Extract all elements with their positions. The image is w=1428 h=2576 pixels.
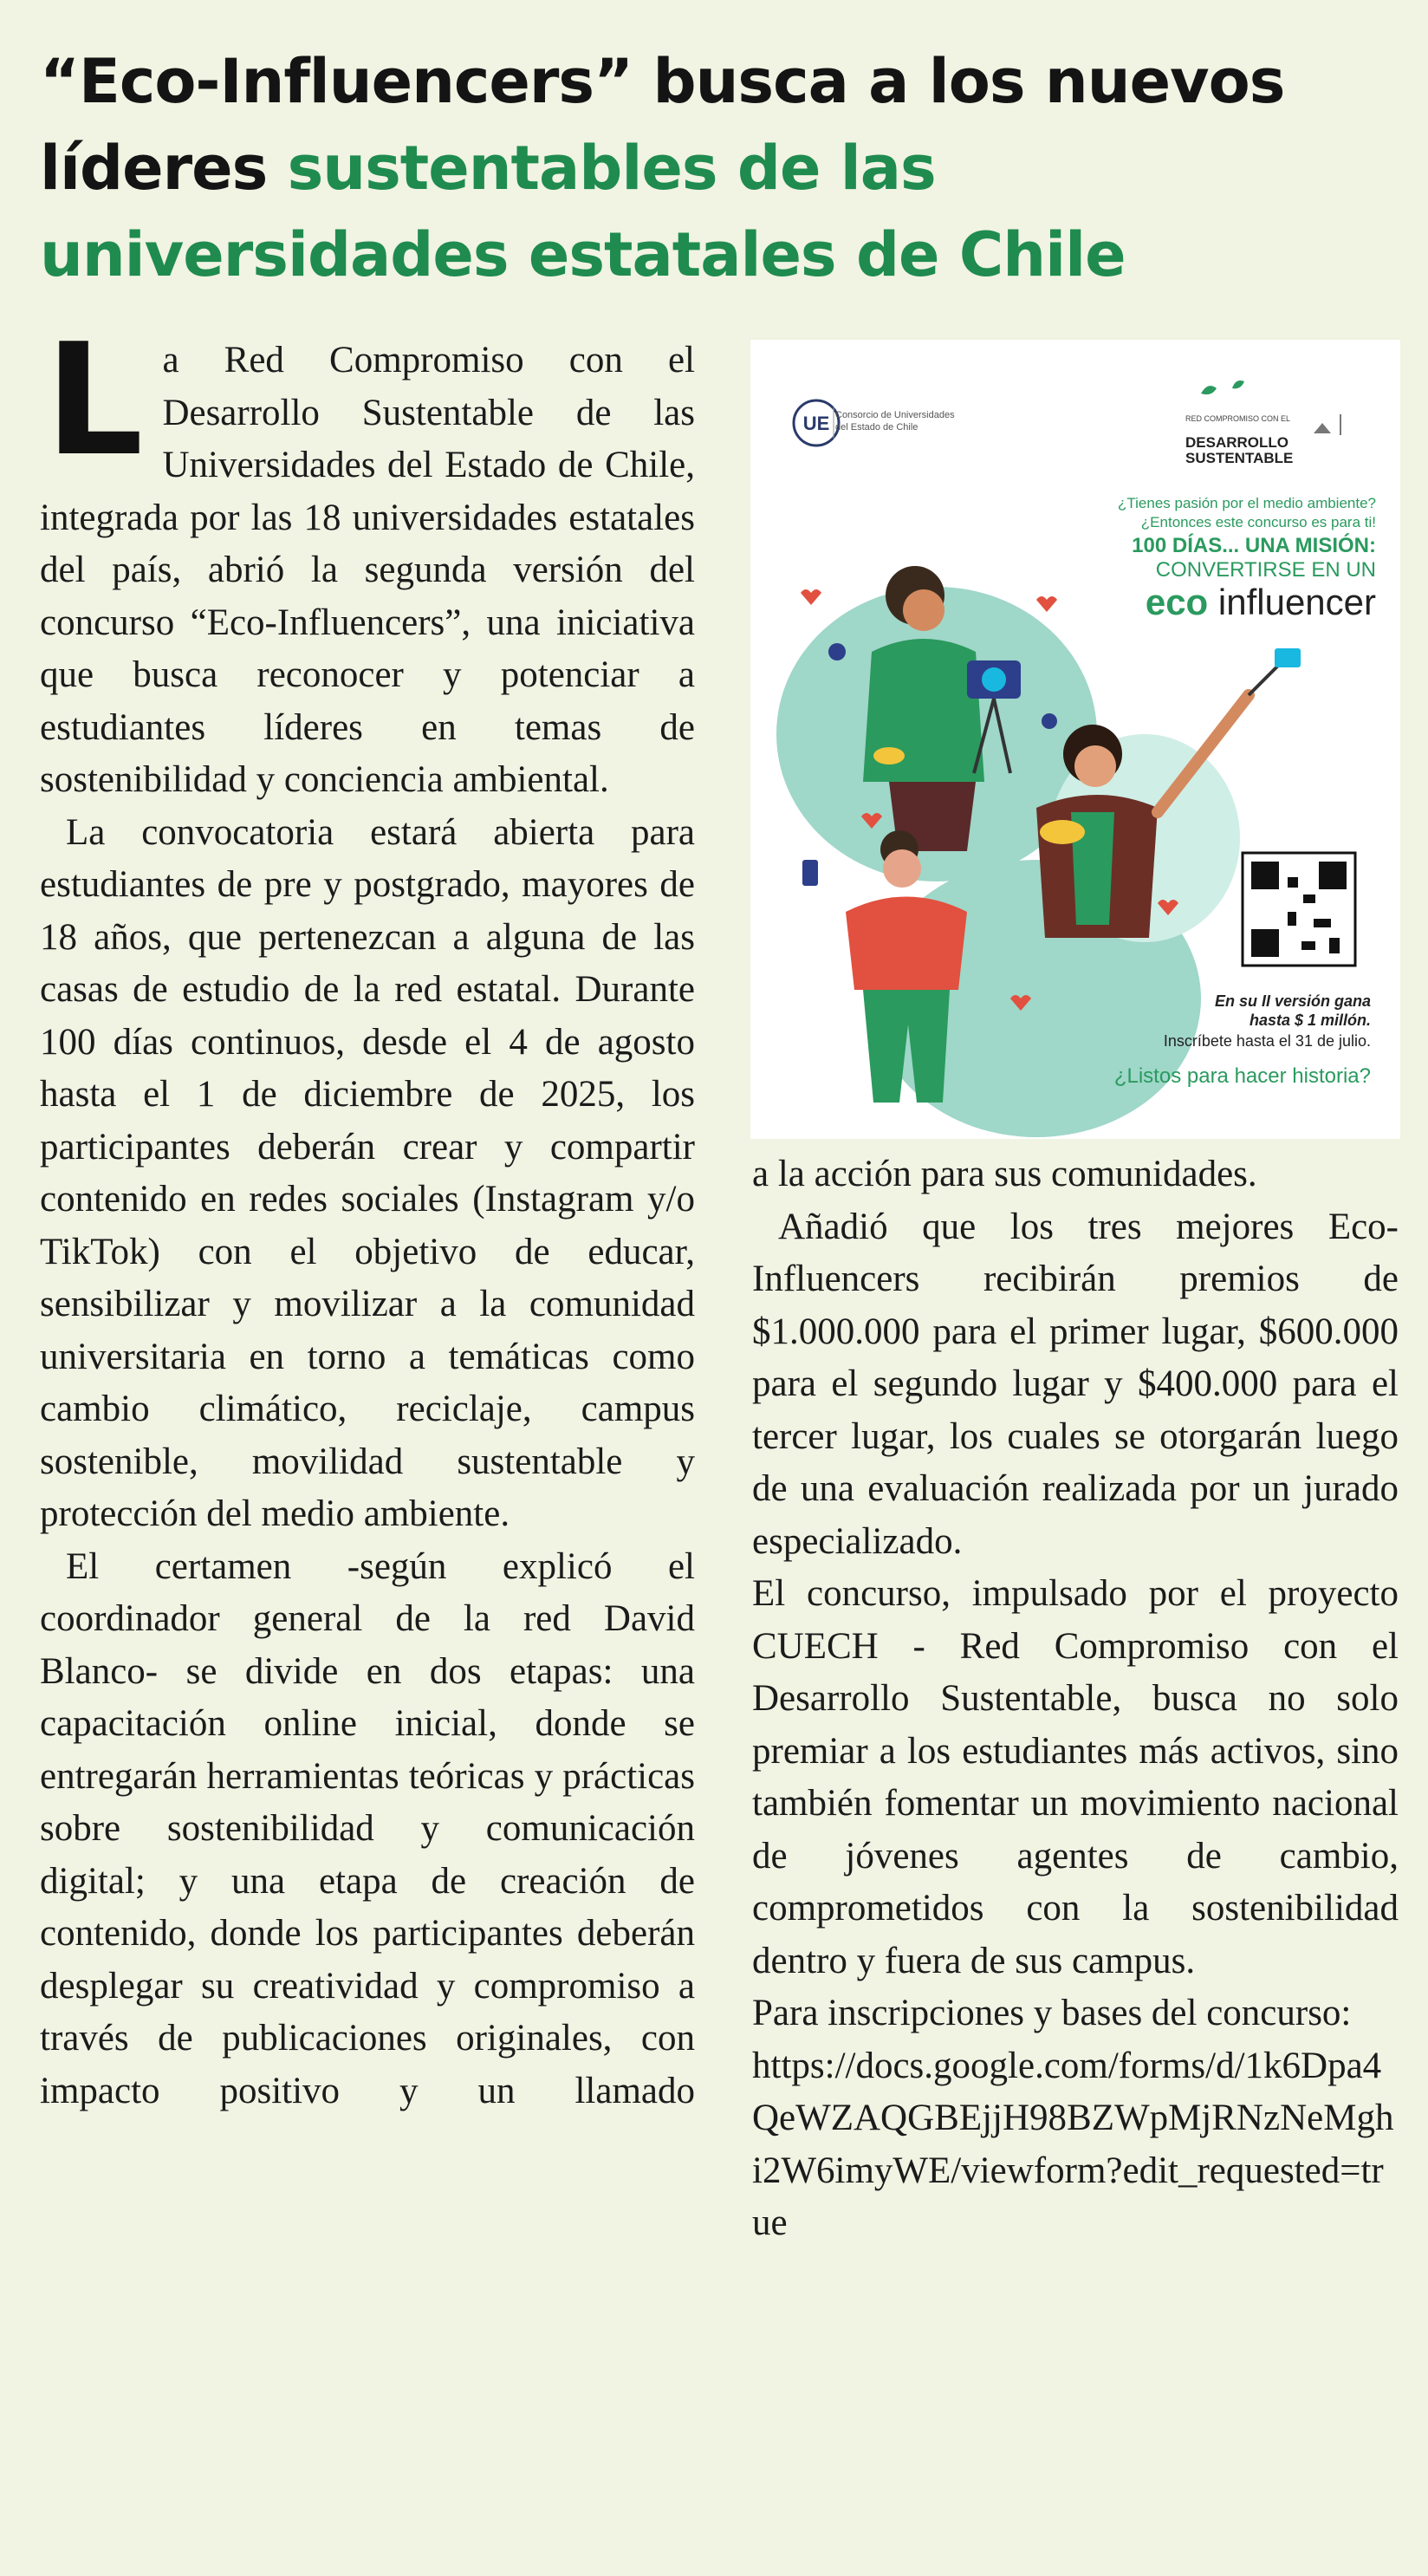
poster-question-2: ¿Entonces este concurso es para ti! <box>1140 514 1376 530</box>
contest-poster-image <box>750 340 1400 1139</box>
poster-logo-ue: UE <box>802 413 830 434</box>
paragraph-certamen-continued: a la acción para sus comunidades. <box>752 1154 1257 1194</box>
article-headline <box>40 38 1392 298</box>
poster-influencer-word: influencer <box>1217 582 1376 622</box>
poster-hasta: hasta $ 1 millón. <box>1249 1012 1371 1029</box>
drop-cap: L <box>45 310 144 490</box>
right-column <box>752 1148 1399 2250</box>
poster-convertirse: CONVERTIRSE EN UN <box>1155 558 1376 582</box>
paragraph-convocatoria: La convocatoria estará abierta para estudiantes de pre y postgrado, mayores de 18 años, que pertenezcan a alguna de las casas de estudio de la red estatal. Durante 100 días continuos, desde el 4 de agosto hasta el 1 de diciembre de 2025, los participantes deberán crear y compartir contenido en redes sociales (Instagram y/o TikTok) con el objetivo de educar, sensibilizar y movilizar a la comunidad universitaria en torno a temáticas como cambio climático, reciclaje, campus sostenible, movilidad sustentable y protección del medio ambiente. <box>40 811 695 1534</box>
poster-eco-word: eco <box>1145 582 1209 622</box>
poster-red-label: RED COMPROMISO CON EL <box>1185 414 1291 423</box>
paragraph-premios: Añadió que los tres mejores Eco-Influencers recibirán premios de $1.000.000 para el primer lugar, $600.000 para el segundo lugar y $400.000 para el tercer lugar, los cuales se otorgarán luego de una evaluación realizada por un jurado especializado. <box>752 1206 1399 1562</box>
paragraph-concurso: El concurso, impulsado por el proyecto CUECH - Red Compromiso con el Desarrollo Sustentable, busca no solo premiar a los estudiantes más activos, sino también fomentar un movimiento nacional de jóvenes agentes de cambio, comprometidos con la sostenibilidad dentro y fuera de sus campus. <box>752 1573 1399 1981</box>
paragraph-inscripciones: Para inscripciones y bases del concurso: <box>752 1993 1352 2033</box>
left-column <box>40 310 695 2117</box>
poster-eco-influencer <box>891 581 1376 624</box>
poster-listos: ¿Listos para hacer historia? <box>1113 1064 1371 1088</box>
poster-question-1: ¿Tienes pasión por el medio ambiente? <box>1118 495 1376 511</box>
poster-red-big-label: DESARROLLO SUSTENTABLE <box>1185 434 1294 466</box>
paragraph-certamen: El certamen -según explicó el coordinador general de la red David Blanco- se divide en dos etapas: una capacitación online inicial, donde se entregarán herramientas teóricas y prácticas sobre sostenibilidad y comunicación digital; y una etapa de creación de contenido, donde los participantes deberán desplegar su creatividad y compromiso a través de publicaciones originales, con impacto positivo y un llamado <box>40 1545 695 2111</box>
registration-url-link[interactable]: https://docs.google.com/forms/d/1k6Dpa4QeWZAQGBEjjH98BZWpMjRNzNeMghi2W6imyWE/viewform?edit_requested=true <box>752 2045 1394 2243</box>
paragraph-intro <box>40 310 695 807</box>
headline-part-black: “Eco-Influencers” busca a los nuevos líderes <box>40 46 1285 204</box>
poster-gana: En su II versión gana <box>1214 992 1371 1010</box>
paragraph-intro-text: a Red Compromiso con el Desarrollo Sustentable de las Universidades del Estado de Chile, integrada por las 18 universidades estatales del país, abrió la segunda versión del concurso “Eco-Influencers”, una iniciativa que busca reconocer y potenciar a estudiantes líderes en temas de sostenibilidad y conciencia ambiental. <box>40 340 695 800</box>
headline-part-green: sustentables de las universidades estatales de Chile <box>40 133 1126 290</box>
poster-inscribete: Inscríbete hasta el 31 de julio. <box>1163 1032 1371 1050</box>
poster-100-dias: 100 DÍAS... UNA MISIÓN: <box>1132 534 1376 557</box>
poster-consortium-label: Consorcio de Universidades del Estado de Chile <box>835 410 955 433</box>
